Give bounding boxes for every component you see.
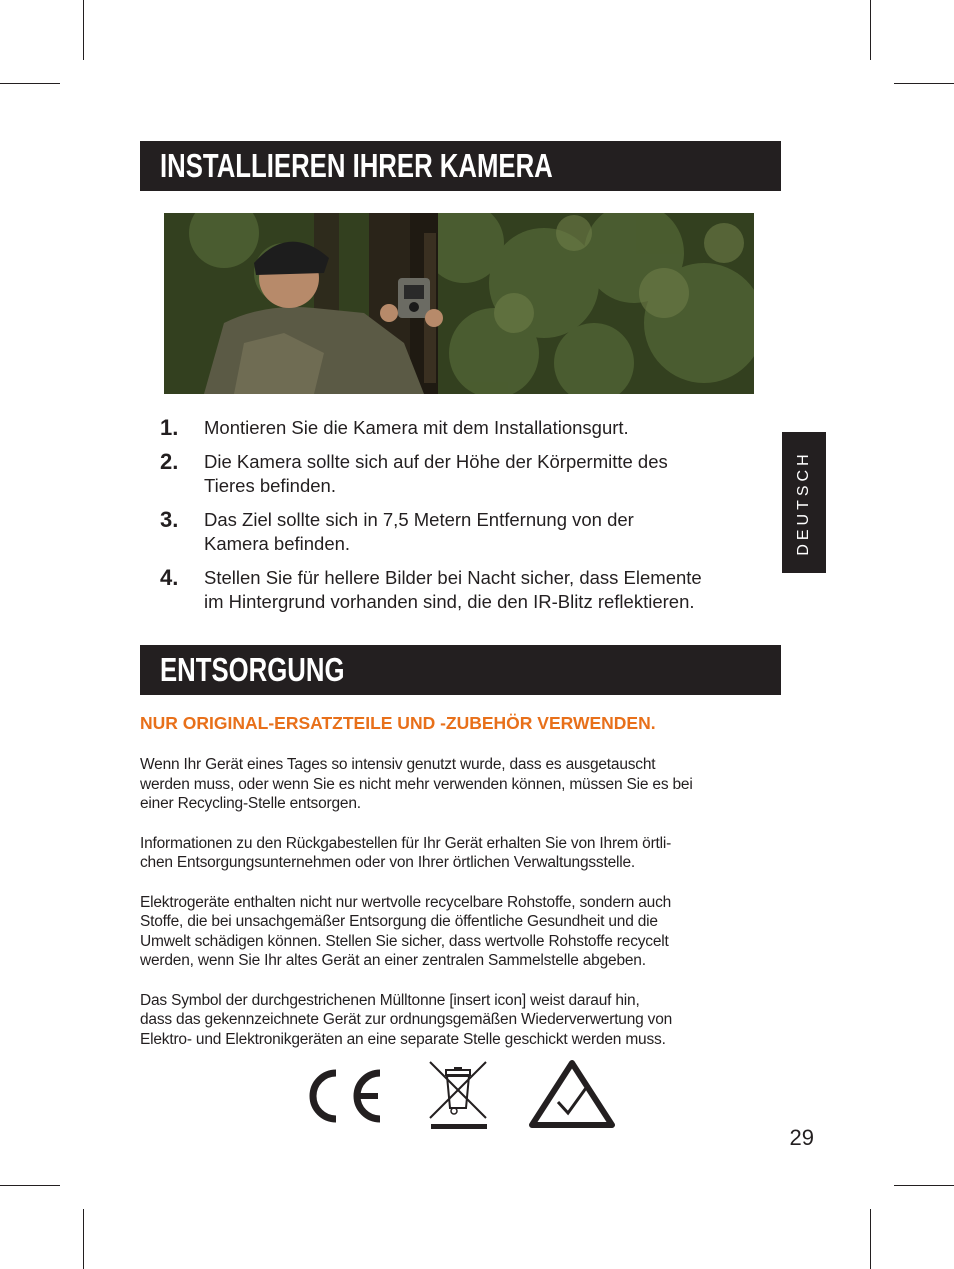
crop-mark (0, 1185, 60, 1186)
list-item (160, 416, 780, 440)
crop-mark (83, 0, 84, 60)
installation-steps (160, 416, 780, 624)
language-tab-label: DEUTSCH (795, 449, 812, 556)
step-text: Montieren Sie die Kamera mit dem Installationsgurt. (204, 417, 629, 438)
disposal-heading: NUR ORIGINAL-ERSATZTEILE UND -ZUBEHÖR VERWENDEN. (140, 713, 656, 733)
language-tab (782, 432, 826, 573)
list-item (160, 508, 780, 556)
crop-mark (870, 1209, 871, 1269)
disposal-text (140, 755, 780, 1069)
crop-mark (894, 83, 954, 84)
step-number: 4. (160, 565, 179, 590)
step-number: 3. (160, 507, 179, 532)
camera-installation-photo (164, 213, 754, 394)
crop-mark (83, 1209, 84, 1269)
page-number: 29 (789, 1125, 814, 1150)
step-number: 2. (160, 449, 179, 474)
rcm-compliance-icon (528, 1058, 616, 1130)
crop-mark (870, 0, 871, 60)
step-text: Das Ziel sollte sich in 7,5 Metern Entfernung von der Kamera befinden. (204, 509, 634, 554)
section-header-disposal (140, 645, 781, 695)
list-item (160, 566, 780, 614)
step-number: 1. (160, 415, 179, 440)
paragraph: Das Symbol der durchgestrichenen Mülltonne [insert icon] weist darauf hin, dass das gekennzeichnete Gerät zur ordnungsgemäßen Wiederverwertung von Elektro- und Elektronikgeräten an eine separate Stelle geschickt werden muss. (140, 991, 673, 1048)
step-text: Stellen Sie für hellere Bilder bei Nacht sicher, dass Elemente im Hintergrund vorhanden sind, die den IR-Blitz reflektieren. (204, 567, 702, 612)
paragraph: Informationen zu den Rückgabestellen für Ihr Gerät erhalten Sie von Ihrem örtli- chen Entsorgungsunternehmen oder von Ihrer örtlichen Verwaltungsstelle. (140, 834, 672, 871)
crop-mark (894, 1185, 954, 1186)
paragraph: Wenn Ihr Gerät eines Tages so intensiv genutzt wurde, dass es ausgetauscht werden muss, oder wenn Sie es nicht mehr verwenden können, müssen Sie es bei einer Recycling-Stelle entsorgen. (140, 756, 693, 812)
step-text: Die Kamera sollte sich auf der Höhe der Körpermitte des Tieres befinden. (204, 451, 668, 496)
weee-crossed-bin-icon (428, 1060, 490, 1130)
section-title: ENTSORGUNG (160, 651, 345, 688)
ce-mark-icon (302, 1067, 386, 1125)
section-header-installation (140, 141, 781, 191)
paragraph: Elektrogeräte enthalten nicht nur wertvolle recycelbare Rohstoffe, sondern auch Stoffe, die bei unsachgemäßer Entsorgung die öffentliche Gesundheit und die Umwelt schädigen können. Stellen Sie sicher, dass wertvolle Rohstoffe recycelt werden, wenn Sie Ihr altes Gerät an einer zentralen Sammelstelle abgeben. (140, 893, 672, 969)
section-title: INSTALLIEREN IHRER KAMERA (160, 147, 553, 184)
list-item (160, 450, 780, 498)
crop-mark (0, 83, 60, 84)
